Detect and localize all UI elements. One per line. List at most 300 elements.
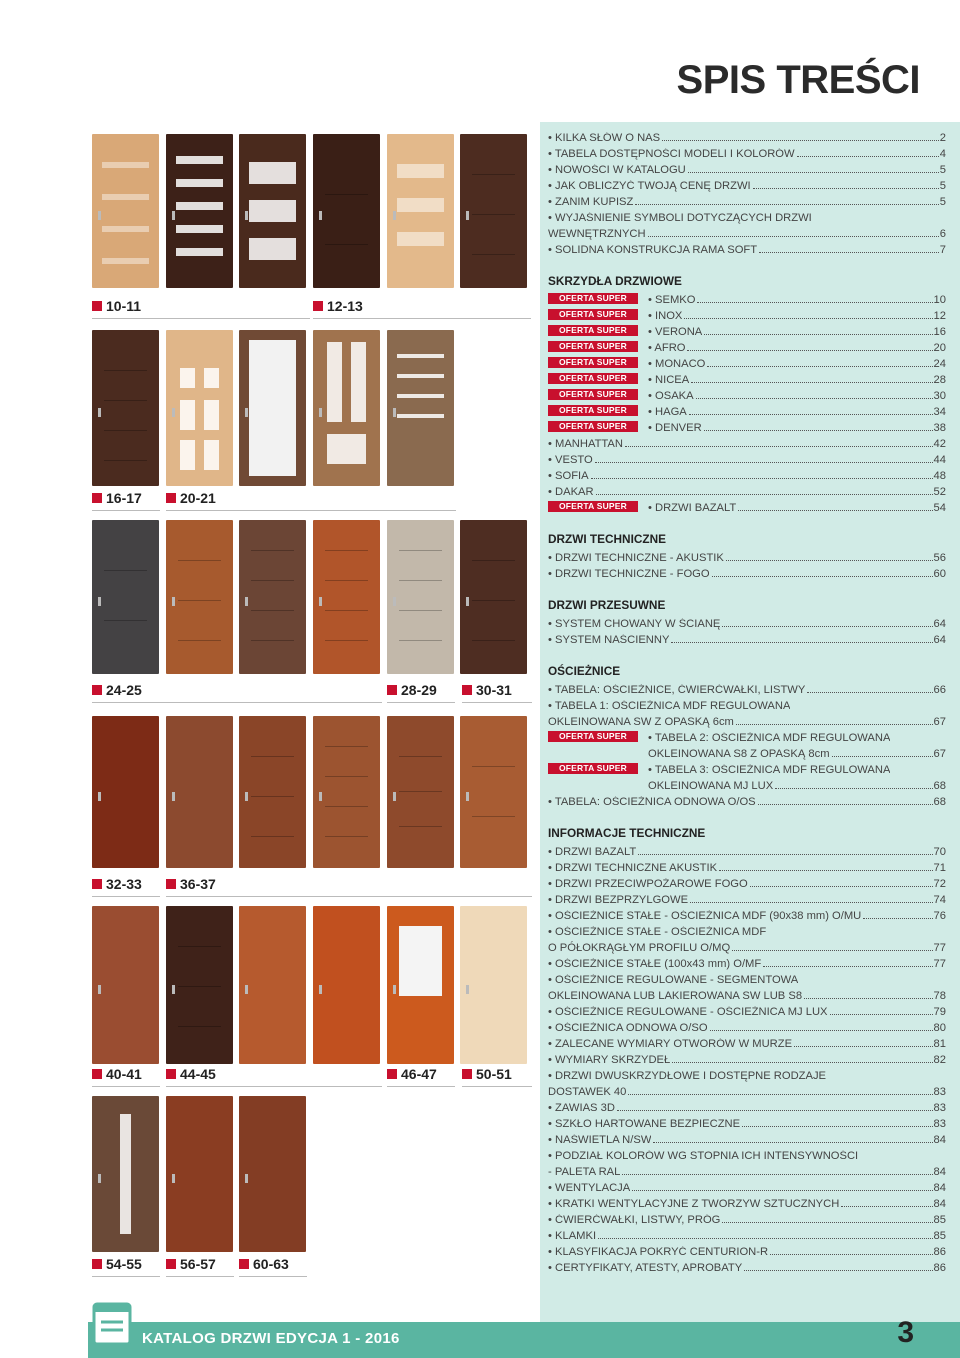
toc-entry — [548, 176, 946, 192]
toc-entry — [548, 128, 946, 144]
oferta-super-badge: OFERTA SUPER — [548, 325, 638, 336]
toc-entry-label: • DRZWI PRZECIWPOŻAROWE FOGO — [548, 878, 748, 890]
dot-leader — [722, 626, 932, 627]
door-image — [239, 906, 306, 1064]
page-title: SPIS TREŚCI — [676, 58, 920, 102]
door-image — [313, 906, 380, 1064]
toc-entry-page: 42 — [933, 438, 946, 450]
dot-leader — [672, 1062, 932, 1063]
toc-entry-page: 83 — [933, 1086, 946, 1098]
toc-entry — [548, 1162, 946, 1178]
dot-leader — [638, 854, 932, 855]
dot-leader — [744, 1270, 932, 1271]
toc-entry — [548, 290, 946, 306]
toc-entry-page: 6 — [939, 228, 946, 240]
toc-entry-label: • OŚCIEŻNICE STAŁE (100x43 mm) O/MF — [548, 958, 762, 970]
dot-leader — [832, 756, 933, 757]
dot-leader — [704, 430, 933, 431]
toc-entry-page: 54 — [933, 502, 946, 514]
toc-entry-label: • ZAWIAS 3D — [548, 1102, 615, 1114]
toc-entry-page: 44 — [933, 454, 946, 466]
toc-entry-page: 68 — [933, 796, 946, 808]
toc-entry-label: • TABELA: OŚCIEŻNICE, ĆWIERĆWAŁKI, LISTWY — [548, 684, 806, 696]
dot-leader — [797, 156, 939, 157]
dot-leader — [759, 252, 939, 253]
toc-entry — [548, 160, 946, 176]
toc-entry-label: • TABELA 3: OŚCIEŻNICA MDF REGULOWANA — [648, 764, 891, 776]
toc-section-heading: INFORMACJE TECHNICZNE — [548, 826, 706, 840]
toc-entry-page: 16 — [933, 326, 946, 338]
catalog-icon — [92, 1302, 132, 1346]
toc-entry-page: 86 — [933, 1262, 946, 1274]
toc-entry-label: • INOX — [648, 310, 683, 322]
page-label: 50-51 — [462, 1066, 512, 1082]
dot-leader — [726, 560, 933, 561]
page-label: 44-45 — [166, 1066, 216, 1082]
door-image — [239, 134, 306, 288]
dot-leader — [804, 998, 932, 999]
door-image — [313, 520, 380, 674]
toc-entry-page: 83 — [933, 1118, 946, 1130]
toc-entry-label: • TABELA 1: OŚCIEŻNICA MDF REGULOWANA — [548, 700, 791, 712]
red-square-icon — [387, 685, 397, 695]
door-image — [239, 716, 306, 868]
toc-entry-page: 86 — [933, 1246, 946, 1258]
toc-entry — [548, 338, 946, 354]
toc-entry-label: • NICEA — [648, 374, 690, 386]
toc-entry-label: • KLASYFIKACJA POKRYĆ CENTURION-R — [548, 1246, 769, 1258]
toc-entry-page: 82 — [933, 1054, 946, 1066]
toc-entry-page: 84 — [933, 1182, 946, 1194]
toc-entry-label: • JAK OBLICZYĆ TWOJĄ CENĘ DRZWI — [548, 180, 751, 192]
oferta-super-badge: OFERTA SUPER — [548, 309, 638, 320]
toc-entry-page: 12 — [933, 310, 946, 322]
dot-leader — [712, 576, 933, 577]
toc-entry-label: OKLEINOWANA MJ LUX — [648, 780, 774, 792]
toc-entry — [548, 842, 946, 858]
door-image — [387, 520, 454, 674]
door-image — [92, 134, 159, 288]
dot-leader — [690, 902, 933, 903]
toc-entry-label: • WENTYLACJA — [548, 1182, 631, 1194]
page-number: 3 — [897, 1316, 914, 1349]
red-square-icon — [92, 879, 102, 889]
door-image — [92, 1096, 159, 1252]
toc-entry — [548, 954, 946, 970]
red-square-icon — [92, 493, 102, 503]
toc-entry-page: 5 — [939, 196, 946, 208]
door-image — [460, 134, 527, 288]
toc-entry-label: • WYMIARY SKRZYDEŁ — [548, 1054, 671, 1066]
toc-entry-label: • DRZWI TECHNICZNE - FOGO — [548, 568, 710, 580]
dot-leader — [696, 398, 933, 399]
page-label: 32-33 — [92, 876, 142, 892]
toc-entry-page: 64 — [933, 618, 946, 630]
red-square-icon — [462, 1069, 472, 1079]
toc-entry-label: WEWNĘTRZNYCH — [548, 228, 646, 240]
red-square-icon — [166, 879, 176, 889]
toc-entry-label: • VESTO — [548, 454, 593, 466]
page-label: 30-31 — [462, 682, 512, 698]
toc-entry — [548, 564, 946, 580]
dot-leader — [719, 870, 933, 871]
toc-entry-label: • DRZWI TECHNICZNE - AKUSTIK — [548, 552, 724, 564]
toc-entry-label: OKLEINOWANA LUB LAKIEROWANA SW LUB S8 — [548, 990, 803, 1002]
toc-entry-label: • DRZWI DWUSKRZYDŁOWE I DOSTĘPNE RODZAJE — [548, 1070, 827, 1082]
page-label: 16-17 — [92, 490, 142, 506]
toc-entry-label: • VERONA — [648, 326, 703, 338]
toc-entry-page: 85 — [933, 1230, 946, 1242]
toc-entry-label: O PÓŁOKRĄGŁYM PROFILU O/MQ — [548, 942, 731, 954]
page-label: 36-37 — [166, 876, 216, 892]
dot-leader — [753, 188, 939, 189]
toc-entry — [548, 240, 946, 256]
toc-entry-label: • DENVER — [648, 422, 702, 434]
toc-entry — [548, 450, 946, 466]
toc-entry — [548, 922, 946, 938]
toc-entry — [548, 434, 946, 450]
oferta-super-badge: OFERTA SUPER — [548, 357, 638, 368]
toc-entry-label: • SYSTEM NAŚCIENNY — [548, 634, 670, 646]
dot-leader — [632, 1190, 932, 1191]
toc-entry-page: 48 — [933, 470, 946, 482]
toc-entry-page: 70 — [933, 846, 946, 858]
page-label: 60-63 — [239, 1256, 289, 1272]
door-image — [239, 1096, 306, 1252]
dot-leader — [763, 966, 932, 967]
toc-entry-label: • TABELA 2: OŚCIEŻNICA MDF REGULOWANA — [648, 732, 891, 744]
toc-entry — [548, 418, 946, 434]
door-image — [460, 716, 527, 868]
toc-entry-label: • DRZWI TECHNICZNE AKUSTIK — [548, 862, 718, 874]
toc-entry — [548, 548, 946, 564]
toc-entry — [548, 1098, 946, 1114]
toc-entry-label: • OŚCIEŻNICE STAŁE - OŚCIEŻNICA MDF — [548, 926, 767, 938]
footer — [0, 1316, 960, 1358]
dot-leader — [596, 494, 933, 495]
oferta-super-badge: OFERTA SUPER — [548, 405, 638, 416]
toc-entry — [548, 1018, 946, 1034]
toc-entry-label: • OSAKA — [648, 390, 694, 402]
dot-leader — [704, 334, 932, 335]
toc-entry-page: 67 — [933, 748, 946, 760]
door-image — [313, 330, 380, 486]
page-label: 24-25 — [92, 682, 142, 698]
toc-entry — [548, 890, 946, 906]
toc-entry-page: 2 — [939, 132, 946, 144]
toc-entry-label: • HAGA — [648, 406, 687, 418]
door-image — [239, 330, 306, 486]
toc-entry — [548, 386, 946, 402]
toc-entry-page: 30 — [933, 390, 946, 402]
toc-entry — [548, 1146, 946, 1162]
toc-entry-page: 71 — [933, 862, 946, 874]
oferta-super-badge: OFERTA SUPER — [548, 731, 638, 742]
dot-leader — [732, 950, 932, 951]
toc-entry — [548, 144, 946, 160]
door-image — [166, 1096, 233, 1252]
toc-entry-label: • PODZIAŁ KOLORÓW WG STOPNIA ICH INTENSYWNOŚCI — [548, 1150, 859, 1162]
dot-leader — [738, 510, 932, 511]
toc-entry — [548, 680, 946, 696]
toc-entry-page: 7 — [939, 244, 946, 256]
page-label: 40-41 — [92, 1066, 142, 1082]
toc-entry — [548, 1066, 946, 1082]
red-square-icon — [313, 301, 323, 311]
dot-leader — [750, 886, 933, 887]
toc-entry — [548, 1082, 946, 1098]
door-image — [460, 906, 527, 1064]
oferta-super-badge: OFERTA SUPER — [548, 341, 638, 352]
red-square-icon — [166, 493, 176, 503]
toc-entry-page: 64 — [933, 634, 946, 646]
dot-leader — [653, 1142, 932, 1143]
oferta-super-badge: OFERTA SUPER — [548, 421, 638, 432]
door-image — [460, 520, 527, 674]
toc-section-heading: DRZWI PRZESUWNE — [548, 598, 666, 612]
toc-entry — [548, 874, 946, 890]
page-label: 56-57 — [166, 1256, 216, 1272]
toc-entry-label: • TABELA DOSTĘPNOŚCI MODELI I KOLORÓW — [548, 148, 795, 160]
toc-entry — [548, 1034, 946, 1050]
red-square-icon — [92, 685, 102, 695]
dot-leader — [648, 236, 939, 237]
door-image — [166, 520, 233, 674]
toc-entry-label: • ĆWIERĆWAŁKI, LISTWY, PRÓG — [548, 1214, 721, 1226]
dot-leader — [617, 1110, 933, 1111]
toc-entry-page: 81 — [933, 1038, 946, 1050]
toc-entry-page: 78 — [933, 990, 946, 1002]
toc-entry-page: 38 — [933, 422, 946, 434]
toc-entry — [548, 712, 946, 728]
toc-entry-page: 28 — [933, 374, 946, 386]
toc-entry-label: • SYSTEM CHOWANY W ŚCIANĘ — [548, 618, 721, 630]
toc-entry — [548, 208, 946, 224]
dot-leader — [625, 446, 933, 447]
toc-entry — [548, 696, 946, 712]
dot-leader — [830, 1014, 933, 1015]
red-square-icon — [387, 1069, 397, 1079]
toc-entry-label: • CERTYFIKATY, ATESTY, APROBATY — [548, 1262, 743, 1274]
page-label: 54-55 — [92, 1256, 142, 1272]
oferta-super-badge: OFERTA SUPER — [548, 501, 638, 512]
dot-leader — [770, 1254, 933, 1255]
door-image — [166, 330, 233, 486]
oferta-super-badge: OFERTA SUPER — [548, 373, 638, 384]
toc-entry — [548, 1258, 946, 1274]
dot-leader — [722, 1222, 932, 1223]
dot-leader — [697, 302, 932, 303]
dot-leader — [635, 204, 938, 205]
dot-leader — [591, 478, 933, 479]
toc-entry-label: • KRATKI WENTYLACYJNE Z TWORZYW SZTUCZNYCH — [548, 1198, 840, 1210]
toc-entry — [548, 322, 946, 338]
toc-entry — [548, 1050, 946, 1066]
toc-entry-page: 4 — [939, 148, 946, 160]
dot-leader — [742, 1126, 932, 1127]
toc-entry-label: • OŚCIEŻNICE STAŁE - OŚCIEŻNICA MDF (90x38 mm) O/MU — [548, 910, 862, 922]
dot-leader — [598, 1238, 932, 1239]
toc-entry — [548, 728, 946, 744]
toc-entry-label: • OŚCIEŻNICE REGULOWANE - OŚCIEŻNICA MJ LUX — [548, 1006, 828, 1018]
toc-entry-label: • NOWOŚCI W KATALOGU — [548, 164, 686, 176]
oferta-super-badge: OFERTA SUPER — [548, 389, 638, 400]
door-image — [166, 716, 233, 868]
toc-entry-label: • MONACO — [648, 358, 706, 370]
dot-leader — [671, 642, 932, 643]
door-image — [92, 906, 159, 1064]
toc-entry-page: 84 — [933, 1134, 946, 1146]
toc-entry — [548, 1178, 946, 1194]
toc-entry-label: • SEMKO — [648, 294, 696, 306]
footer-catalog-title: KATALOG DRZWI EDYCJA 1 - 2016 — [142, 1330, 400, 1347]
toc-entry-label: • WYJAŚNIENIE SYMBOLI DOTYCZĄCYCH DRZWI — [548, 212, 812, 224]
door-image — [166, 134, 233, 288]
dot-leader — [691, 382, 932, 383]
toc-entry — [548, 1114, 946, 1130]
toc-entry-page: 83 — [933, 1102, 946, 1114]
red-square-icon — [92, 1069, 102, 1079]
dot-leader — [710, 1030, 933, 1031]
toc-entry — [548, 986, 946, 1002]
toc-entry-page: 84 — [933, 1198, 946, 1210]
toc-entry-label: • KILKA SŁÓW O NAS — [548, 132, 661, 144]
toc-entry-label: • SOFIA — [548, 470, 589, 482]
toc-entry-page: 77 — [933, 942, 946, 954]
door-image — [387, 330, 454, 486]
dot-leader — [758, 804, 933, 805]
toc-entry-label: • MANHATTAN — [548, 438, 623, 450]
toc-entry-label: • ZALECANE WYMIARY OTWORÓW W MURZE — [548, 1038, 793, 1050]
toc-entry-page: 34 — [933, 406, 946, 418]
toc-entry-page: 60 — [933, 568, 946, 580]
page-label: 46-47 — [387, 1066, 437, 1082]
toc-entry-page: 24 — [933, 358, 946, 370]
toc-entry-page: 68 — [933, 780, 946, 792]
toc-entry-label: • DRZWI BAZALT — [548, 846, 637, 858]
door-image — [239, 520, 306, 674]
toc-entry — [548, 1226, 946, 1242]
toc-entry — [548, 906, 946, 922]
door-image — [387, 134, 454, 288]
door-image — [313, 716, 380, 868]
page-label: 10-11 — [92, 298, 141, 314]
red-square-icon — [166, 1259, 176, 1269]
oferta-super-badge: OFERTA SUPER — [548, 293, 638, 304]
toc-entry — [548, 970, 946, 986]
red-square-icon — [462, 685, 472, 695]
toc-entry-label: - PALETA RAL — [548, 1166, 621, 1178]
toc-entry — [548, 1002, 946, 1018]
dot-leader — [688, 172, 939, 173]
dot-leader — [684, 318, 932, 319]
toc-entry-label: • SZKŁO HARTOWANE BEZPIECZNE — [548, 1118, 741, 1130]
toc-entry — [548, 498, 946, 514]
door-image — [92, 520, 159, 674]
toc-entry-label: • SOLIDNA KONSTRUKCJA RAMA SOFT — [548, 244, 758, 256]
toc-entry — [548, 306, 946, 322]
page-label: 28-29 — [387, 682, 437, 698]
toc-panel — [540, 122, 960, 1322]
toc-entry-label: • ZANIM KUPISZ — [548, 196, 634, 208]
toc-entry — [548, 614, 946, 630]
toc-entry-label: • DRZWI BEZPRZYLGOWE — [548, 894, 689, 906]
toc-entry-label: • OŚCIEŻNICE REGULOWANE - SEGMENTOWA — [548, 974, 799, 986]
page-label: 12-13 — [313, 298, 363, 314]
page-label: 20-21 — [166, 490, 216, 506]
toc-entry-label: • OŚCIEŻNICA ODNOWA O/SO — [548, 1022, 708, 1034]
toc-entry-page: 84 — [933, 1166, 946, 1178]
dot-leader — [622, 1174, 932, 1175]
toc-entry — [548, 370, 946, 386]
toc-entry — [548, 354, 946, 370]
toc-entry-label: • AFRO — [648, 342, 686, 354]
door-image — [92, 330, 159, 486]
toc-entry — [548, 1242, 946, 1258]
toc-entry — [548, 192, 946, 208]
toc-entry — [548, 760, 946, 776]
toc-entry-label: DOSTAWEK 40 — [548, 1086, 627, 1098]
toc-entry — [548, 792, 946, 808]
toc-entry — [548, 630, 946, 646]
toc-entry-label: OKLEINOWANA S8 Z OPASKĄ 8cm — [648, 748, 830, 760]
red-square-icon — [239, 1259, 249, 1269]
toc-entry-page: 85 — [933, 1214, 946, 1226]
dot-leader — [628, 1094, 932, 1095]
toc-entry — [548, 466, 946, 482]
dot-leader — [775, 788, 932, 789]
toc-entry-label: OKLEINOWANA SW Z OPASKĄ 6cm — [548, 716, 734, 728]
dot-leader — [807, 692, 932, 693]
toc-entry — [548, 776, 946, 792]
door-image — [387, 906, 454, 1064]
toc-entry-page: 52 — [933, 486, 946, 498]
toc-section-heading: DRZWI TECHNICZNE — [548, 532, 666, 546]
toc-entry-page: 74 — [933, 894, 946, 906]
toc-entry-page: 79 — [933, 1006, 946, 1018]
toc-section-heading: SKRZYDŁA DRZWIOWE — [548, 274, 682, 288]
toc-entry — [548, 482, 946, 498]
oferta-super-badge: OFERTA SUPER — [548, 763, 638, 774]
toc-entry — [548, 1194, 946, 1210]
toc-entry-label: • TABELA: OŚCIEŻNICA ODNOWA O/OS — [548, 796, 756, 808]
door-image — [313, 134, 380, 288]
dot-leader — [736, 724, 933, 725]
dot-leader — [595, 462, 933, 463]
toc-entry-page: 20 — [933, 342, 946, 354]
door-image — [387, 716, 454, 868]
toc-entry-label: • KLAMKI — [548, 1230, 597, 1242]
toc-entry-page: 76 — [933, 910, 946, 922]
toc-entry-page: 5 — [939, 164, 946, 176]
toc-entry — [548, 1130, 946, 1146]
red-square-icon — [166, 1069, 176, 1079]
toc-entry — [548, 402, 946, 418]
toc-entry-page: 72 — [933, 878, 946, 890]
toc-entry — [548, 744, 946, 760]
dot-leader — [794, 1046, 933, 1047]
toc-section-heading: OŚCIEŻNICE — [548, 664, 621, 678]
dot-leader — [863, 918, 932, 919]
toc-entry-page: 66 — [933, 684, 946, 696]
toc-entry-page: 80 — [933, 1022, 946, 1034]
dot-leader — [687, 350, 932, 351]
door-image — [92, 716, 159, 868]
toc-entry-label: • DRZWI BAZALT — [648, 502, 737, 514]
red-square-icon — [92, 301, 102, 311]
toc-entry-page: 5 — [939, 180, 946, 192]
toc-entry-page: 56 — [933, 552, 946, 564]
